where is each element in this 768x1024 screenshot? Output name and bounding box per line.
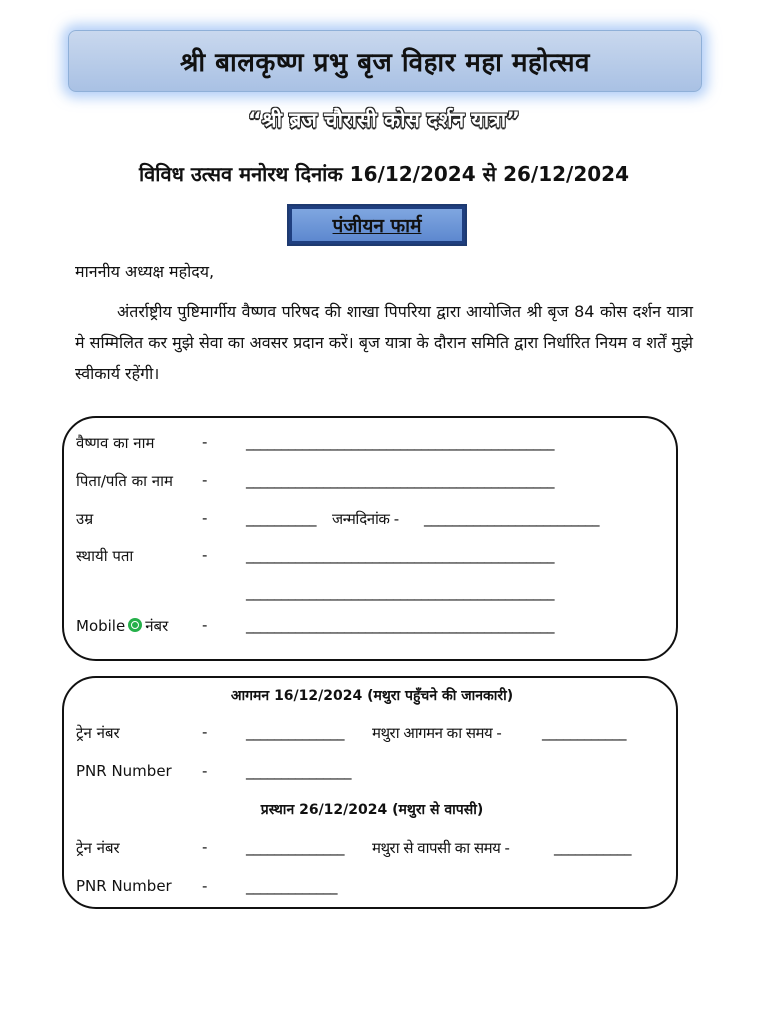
dob-label: जन्मदिनांक - xyxy=(332,510,399,528)
arrival-time-label: मथुरा आगमन का समय - xyxy=(372,724,502,742)
departure-pnr-row xyxy=(64,877,680,901)
name-row xyxy=(64,433,680,457)
dob-field[interactable]: _________________________ xyxy=(424,509,599,527)
separator: - xyxy=(202,838,208,856)
father-row xyxy=(64,471,680,495)
registration-form-badge xyxy=(287,204,467,246)
whatsapp-icon xyxy=(128,618,142,632)
age-field[interactable]: __________ xyxy=(246,509,316,527)
train-label: ट्रेन नंबर xyxy=(76,839,120,857)
mobile-suffix: नंबर xyxy=(145,617,169,635)
pnr-label: PNR Number xyxy=(76,877,172,895)
title-banner xyxy=(68,30,702,92)
departure-train-field[interactable]: ______________ xyxy=(246,838,344,856)
father-label: पिता/पति का नाम xyxy=(76,472,173,490)
letter-body: अंतर्राष्ट्रीय पुष्टिमार्गीय वैष्णव परिषद की शाखा पिपरिया द्वारा आयोजित श्री बृज 84 कोस दर्शन यात्रा मे सम्मिलित कर मुझे सेवा का अवसर प्रदान करें। बृज यात्रा के दौरान समिति द्वारा निर्धारित नियम व शर्तें मुझे स्वीकार्य रहेंगी। xyxy=(75,302,693,383)
separator: - xyxy=(202,509,208,527)
age-row xyxy=(64,509,680,533)
yatra-subtitle: “श्री ब्रज चौरासी कोस दर्शन यात्रा” xyxy=(248,108,520,132)
separator: - xyxy=(202,546,208,564)
personal-details-box xyxy=(62,416,678,661)
mobile-label xyxy=(76,616,168,636)
train-label: ट्रेन नंबर xyxy=(76,724,120,742)
mobile-prefix: Mobile xyxy=(76,617,126,635)
registration-form-title: पंजीयन फार्म xyxy=(332,215,422,237)
arrival-train-row xyxy=(64,723,680,747)
departure-train-row xyxy=(64,838,680,862)
address-field-2[interactable]: ____________________________________________ xyxy=(246,583,554,601)
arrival-pnr-row xyxy=(64,762,680,786)
departure-time-label: मथुरा से वापसी का समय - xyxy=(372,839,510,857)
name-label: वैष्णव का नाम xyxy=(76,434,155,452)
father-field[interactable]: ____________________________________________ xyxy=(246,471,554,489)
address-row-2 xyxy=(64,583,680,607)
mobile-field[interactable]: ____________________________________________ xyxy=(246,616,554,634)
event-dateline: विविध उत्सव मनोरथ दिनांक 16/12/2024 से 26/12/2024 xyxy=(138,162,630,186)
travel-details-box xyxy=(62,676,678,909)
pnr-label: PNR Number xyxy=(76,762,172,780)
separator: - xyxy=(202,616,208,634)
arrival-pnr-field[interactable]: _______________ xyxy=(246,762,351,780)
address-label: स्थायी पता xyxy=(76,547,134,565)
separator: - xyxy=(202,762,208,780)
separator: - xyxy=(202,877,208,895)
arrival-train-field[interactable]: ______________ xyxy=(246,723,344,741)
name-field[interactable]: ____________________________________________ xyxy=(246,433,554,451)
page-title: श्री बालकृष्ण प्रभु बृज विहार महा महोत्सव xyxy=(179,48,591,78)
arrival-heading: आगमन 16/12/2024 (मथुरा पहुँचने की जानकारी) xyxy=(230,688,514,704)
departure-pnr-field[interactable]: _____________ xyxy=(246,877,337,895)
salutation: माननीय अध्यक्ष महोदय, xyxy=(75,262,215,281)
separator: - xyxy=(202,433,208,451)
address-field-1[interactable]: ____________________________________________ xyxy=(246,546,554,564)
separator: - xyxy=(202,723,208,741)
arrival-time-field[interactable]: ____________ xyxy=(542,723,626,741)
address-row xyxy=(64,546,680,570)
departure-heading: प्रस्थान 26/12/2024 (मथुरा से वापसी) xyxy=(260,802,484,818)
age-label: उम्र xyxy=(76,510,94,528)
departure-time-field[interactable]: ___________ xyxy=(554,838,631,856)
mobile-row xyxy=(64,616,680,640)
separator: - xyxy=(202,471,208,489)
